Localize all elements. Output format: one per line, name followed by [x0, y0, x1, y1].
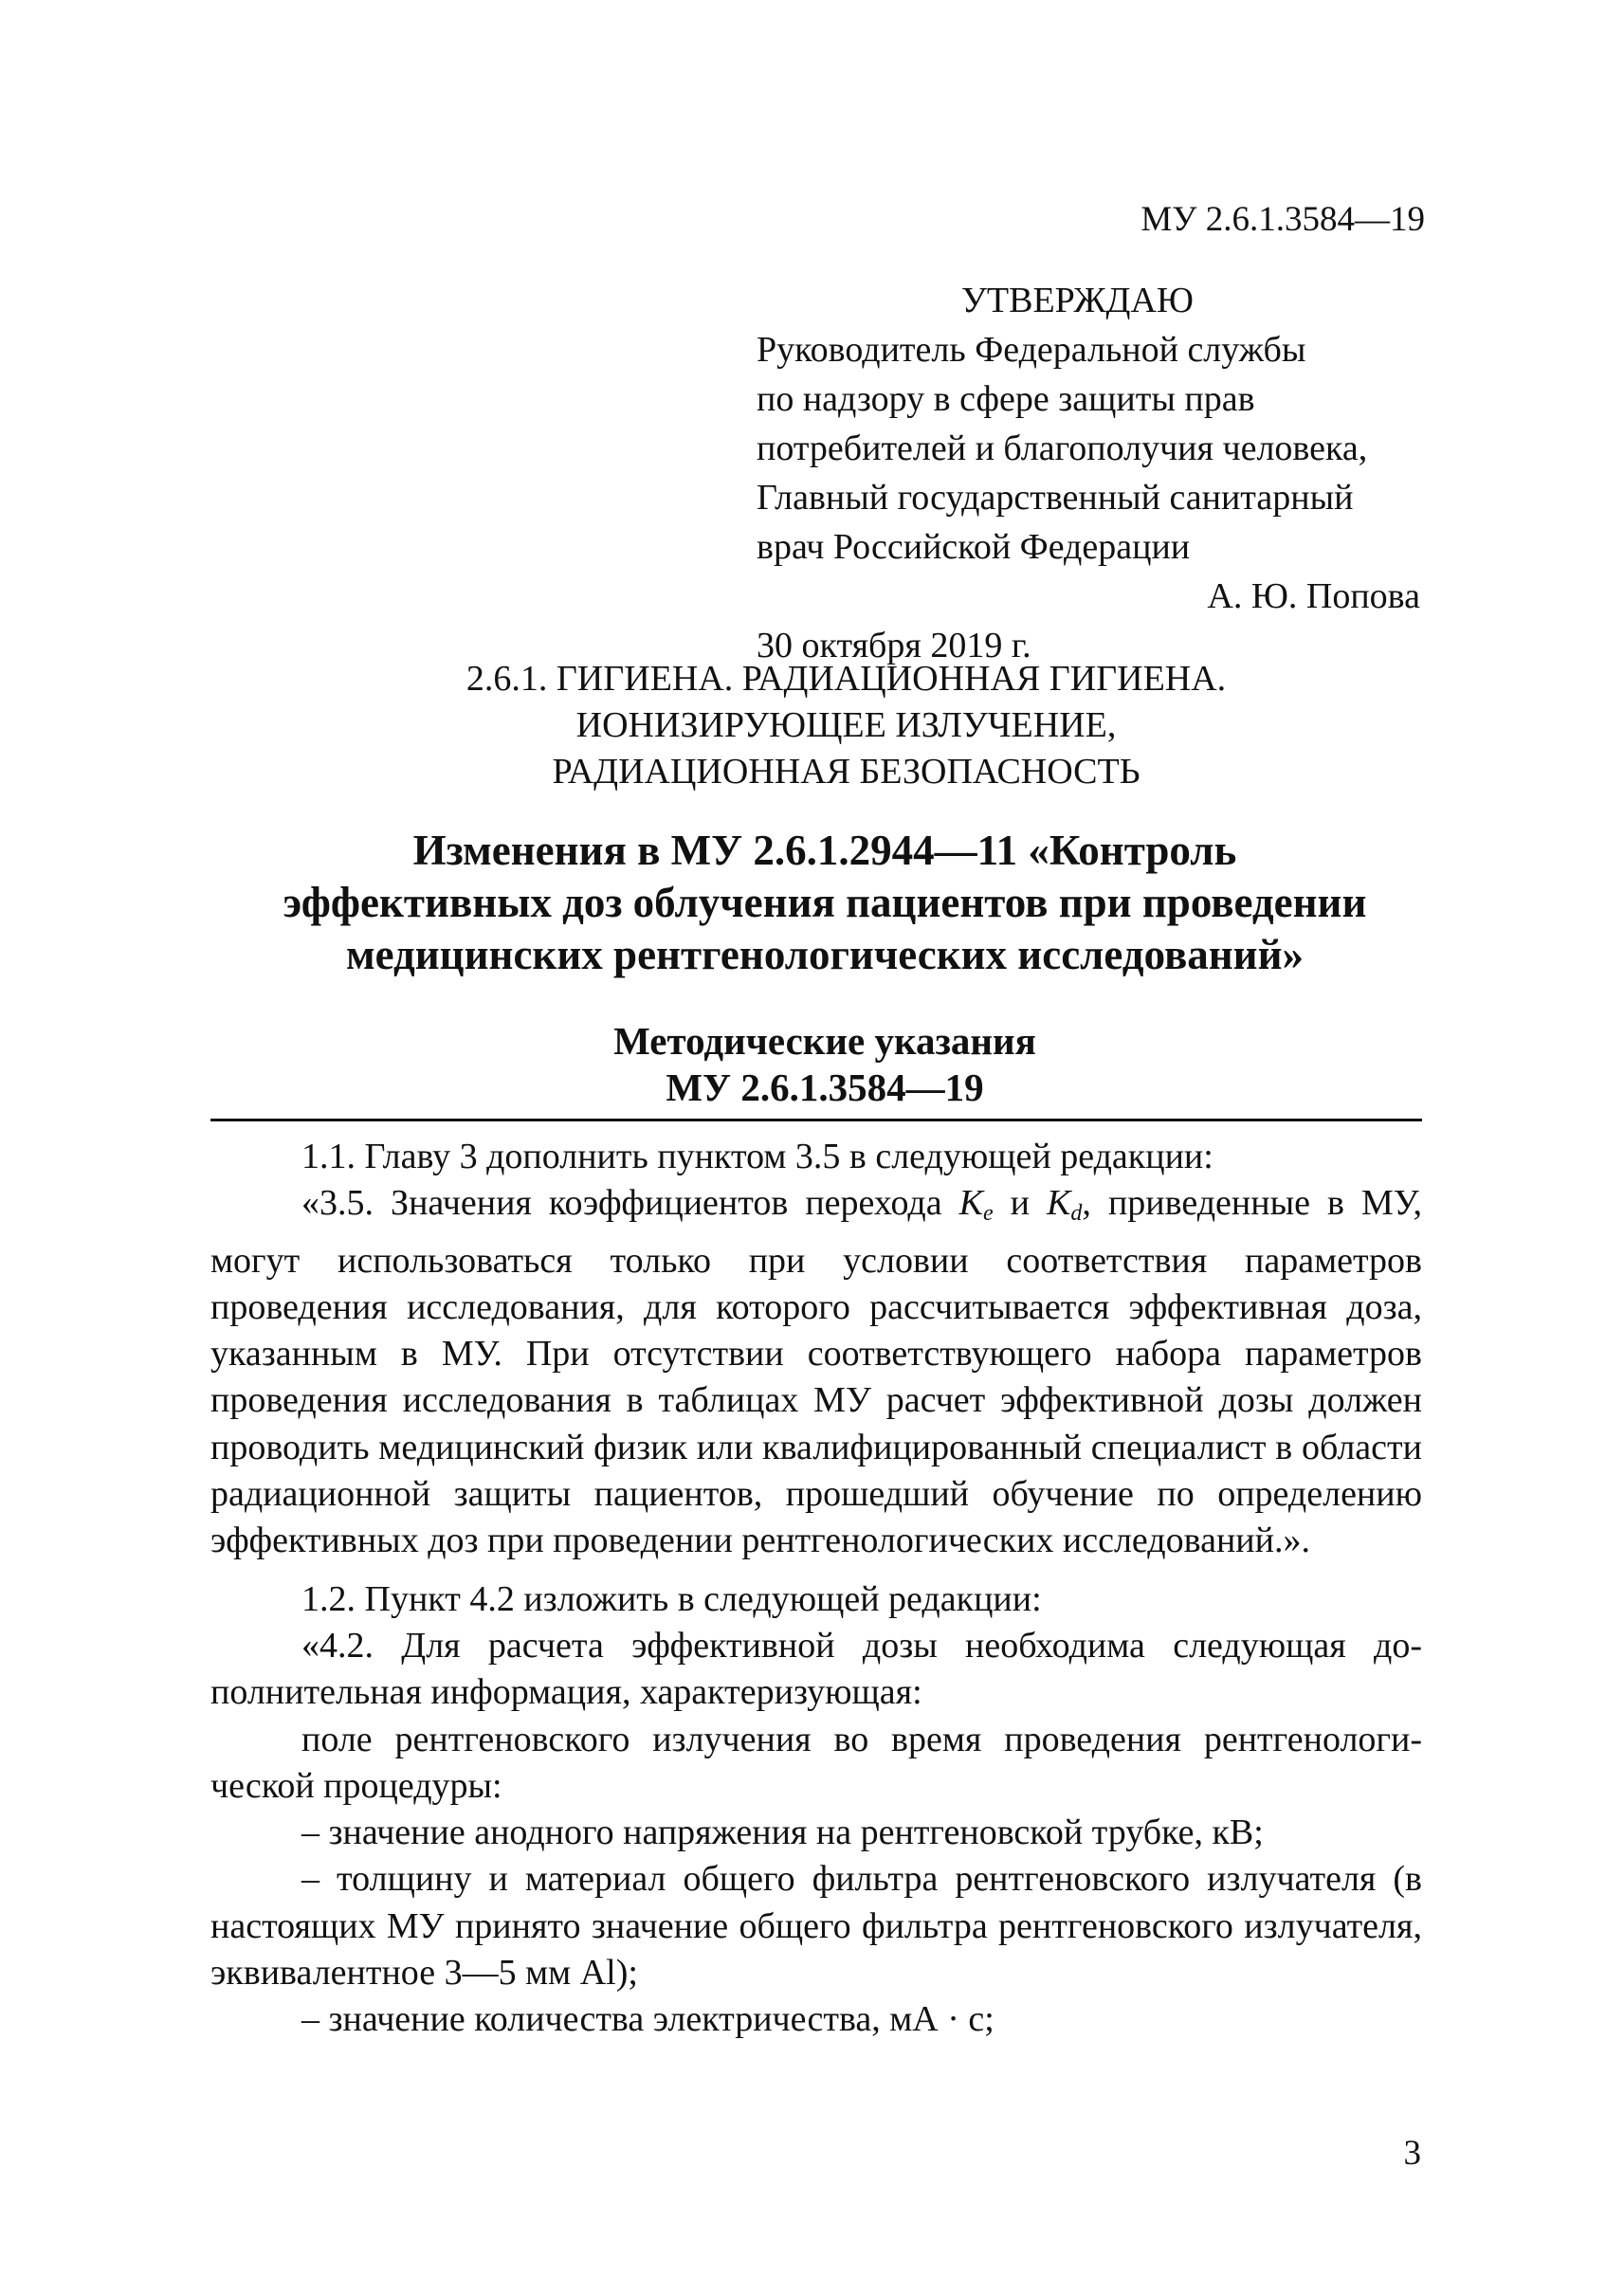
- list-item: – значение анодного напряжения на рентгеновской трубке, кВ;: [301, 1812, 1264, 1853]
- coefficient-symbol: K: [958, 1183, 983, 1224]
- paragraph-text: , приведенные в МУ, могут использоваться только при условии соответствия параметров проведения исследования, для которого рассчитывается эффективная доза, указанным в МУ. При отсутствии соответствующего набора параметров проведения исследования в таблицах МУ расчет эффективной дозы должен проводить медицинский физик или квалифицированный специалист в области радиационной защиты пациентов, прошедший обучение по определению эффективных доз при проведении рентгенологических исследований.».: [210, 1183, 1422, 1561]
- subtitle-line: МУ 2.6.1.3584—19: [666, 1066, 984, 1109]
- title-line: Изменения в МУ 2.6.1.2944—11 «Контроль: [412, 827, 1237, 874]
- section-heading-line: 2.6.1. ГИГИЕНА. РАДИАЦИОННАЯ ГИГИЕНА.: [465, 659, 1227, 699]
- title-line: медицинских рентгенологических исследований»: [345, 931, 1305, 978]
- page-number: 3: [1403, 2134, 1421, 2173]
- title-divider: [210, 1119, 1422, 1121]
- document-body: [210, 1134, 1422, 2044]
- paragraph-text: «3.5. Значения коэффициентов перехода: [301, 1183, 959, 1224]
- approver-position-line: Главный государственный санитарный: [757, 478, 1354, 518]
- list-item: – толщину и материал общего фильтра рентгеновского излучателя (в настоящих МУ принято значение общего фильтра рентгеновского излучателя, эквивалентное 3—5 мм Al);: [210, 1859, 1422, 1994]
- coefficient-ke: [958, 1183, 994, 1227]
- title-line: эффективных доз облучения пациентов при проведении: [283, 879, 1367, 926]
- section-heading-line: РАДИАЦИОННАЯ БЕЗОПАСНОСТЬ: [552, 752, 1140, 792]
- paragraph-text: и: [993, 1183, 1048, 1224]
- signer-name: А. Ю. Попова: [1207, 576, 1420, 616]
- coefficient-subscript: e: [982, 1201, 994, 1227]
- document-title: [228, 825, 1422, 981]
- list-item: – значение количества электричества, мА · с;: [301, 1999, 994, 2040]
- coefficient-subscript: d: [1070, 1201, 1083, 1227]
- approval-block: [757, 276, 1420, 670]
- section-heading: [0, 656, 1624, 795]
- approval-date: 30 октября 2019 г.: [757, 626, 1031, 665]
- document-subtitle: [228, 1018, 1422, 1111]
- approver-position-line: врач Российской Федерации: [757, 527, 1191, 567]
- coefficient-symbol: K: [1047, 1183, 1071, 1224]
- approver-position-line: по надзору в сфере защиты прав: [757, 379, 1255, 419]
- paragraph: [210, 1180, 1422, 1564]
- approver-position-line: Руководитель Федеральной службы: [757, 330, 1306, 370]
- approver-position-line: потребителей и благополучия человека,: [757, 428, 1368, 468]
- paragraph: 1.2. Пункт 4.2 изложить в следующей редакции:: [301, 1578, 1042, 1619]
- paragraph: «4.2. Для расчета эффективной дозы необходима следующая дополнительная информация, характеризующая:: [210, 1625, 1422, 1713]
- document-code: МУ 2.6.1.3584—19: [1140, 200, 1425, 239]
- section-heading-line: ИОНИЗИРУЮЩЕЕ ИЗЛУЧЕНИЕ,: [575, 705, 1117, 745]
- paragraph: поле рентгеновского излучения во время проведения рентгенологической процедуры:: [210, 1719, 1422, 1806]
- approve-word: УТВЕРЖДАЮ: [961, 281, 1194, 320]
- coefficient-kd: [1047, 1183, 1083, 1227]
- paragraph: 1.1. Главу 3 дополнить пунктом 3.5 в следующей редакции:: [301, 1137, 1213, 1176]
- subtitle-line: Методические указания: [613, 1019, 1036, 1063]
